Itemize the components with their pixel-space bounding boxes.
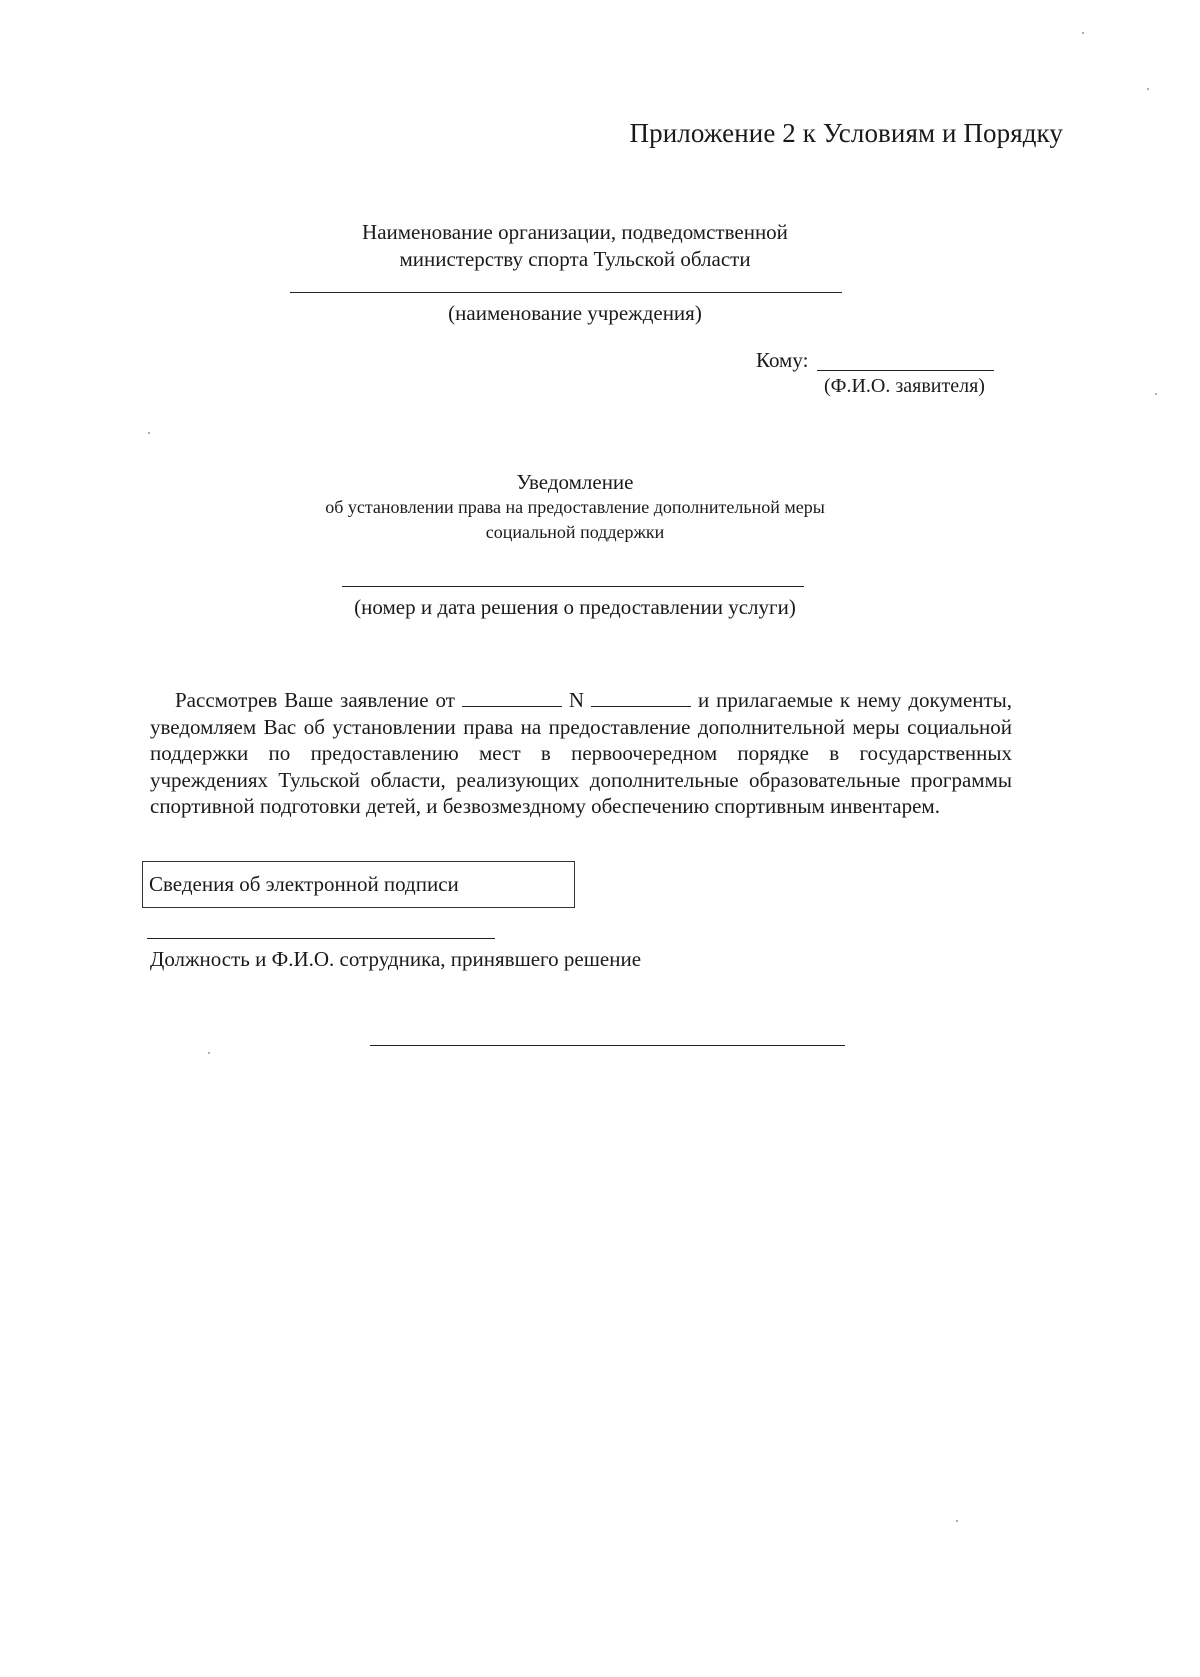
body-text-part-1: Рассмотрев Ваше заявление от — [175, 688, 455, 712]
notice-body-paragraph — [150, 687, 1012, 820]
scan-speck — [956, 1520, 958, 1522]
officer-position-caption: Должность и Ф.И.О. сотрудника, принявшего решение — [150, 947, 642, 971]
notice-title: Уведомление — [516, 470, 634, 494]
application-number-blank — [591, 690, 691, 707]
recipient-caption: (Ф.И.О. заявителя) — [824, 375, 985, 397]
application-date-blank — [462, 690, 562, 707]
number-sign: N — [568, 688, 585, 712]
bottom-blank-line — [370, 1045, 845, 1046]
body-text-part-2: и прилагаемые к нему документы, уведомляем Вас об установлении права на предоставление дополнительной меры социальной поддержки по предоставлению мест в первоочередном порядке в государственных учреждениях Тульской области, реализующих дополнительные образовательные программы спортивной подготовки детей, и безвозмездному обеспечению спортивным инвентарем. — [150, 688, 1013, 818]
organization-line-1: Наименование организации, подведомственной — [362, 220, 788, 244]
scan-speck — [1082, 32, 1084, 34]
organization-line-2: министерству спорта Тульской области — [399, 247, 751, 271]
notice-subtitle-line-1: об установлении права на предоставление дополнительной меры — [325, 497, 825, 517]
appendix-heading: Приложение 2 к Условиям и Порядку — [629, 118, 1063, 148]
decision-number-blank — [342, 586, 804, 587]
notice-subtitle-line-2: социальной поддержки — [485, 522, 665, 542]
institution-caption: (наименование учреждения) — [448, 301, 702, 325]
electronic-signature-label: Сведения об электронной подписи — [149, 872, 459, 896]
scan-speck — [148, 432, 150, 434]
scan-speck — [208, 1052, 210, 1054]
scan-speck — [1147, 88, 1149, 90]
recipient-label: Кому: — [756, 348, 809, 372]
officer-signature-blank — [147, 938, 495, 939]
decision-caption: (номер и дата решения о предоставлении услуги) — [354, 595, 796, 619]
recipient-name-blank — [817, 370, 994, 371]
institution-name-blank — [290, 292, 842, 293]
electronic-signature-box — [142, 861, 575, 908]
scan-speck — [1155, 393, 1157, 395]
